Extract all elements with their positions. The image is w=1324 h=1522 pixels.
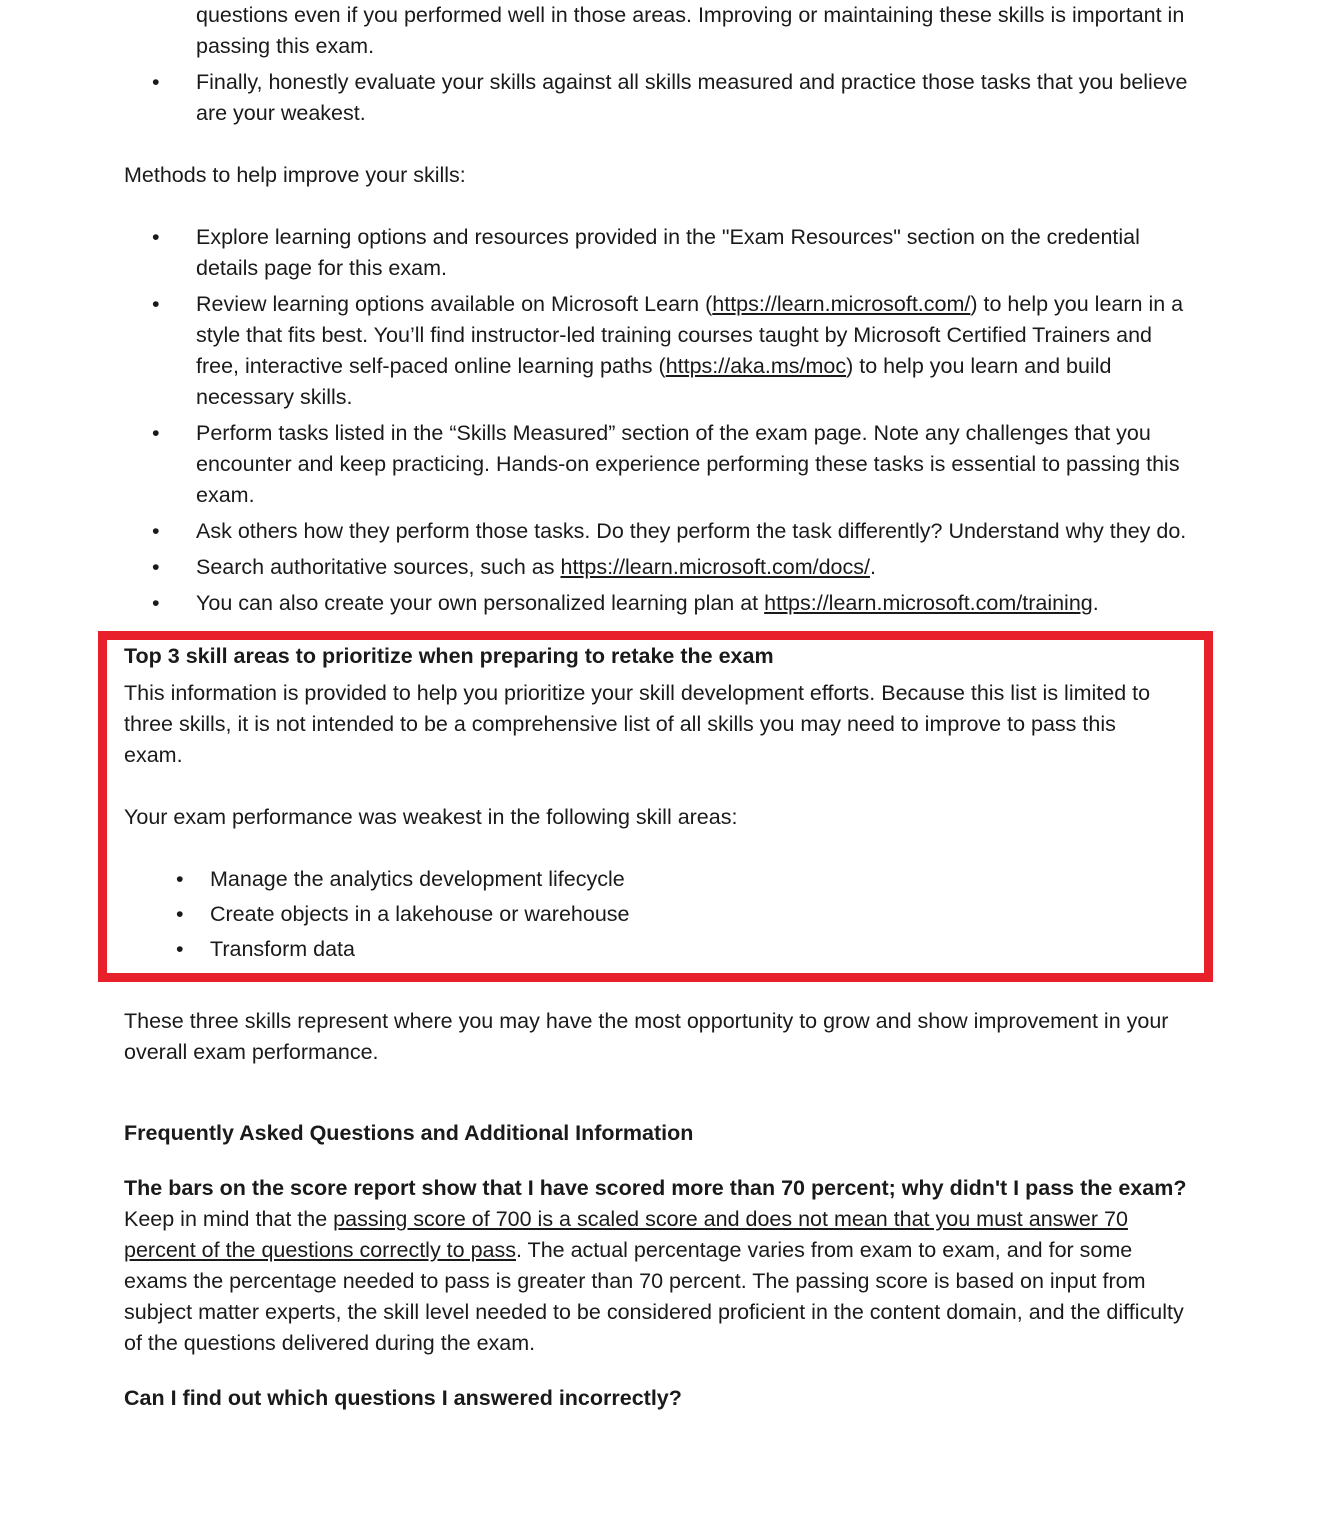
search-text-pre: Search authoritative sources, such as <box>196 555 561 579</box>
faq-question-passing-score: The bars on the score report show that I have scored more than 70 percent; why didn't I pass the exam? <box>124 1176 1187 1200</box>
learn-docs-link[interactable]: https://learn.microsoft.com/docs/ <box>560 555 870 579</box>
list-item-plan <box>196 588 1200 619</box>
aka-ms-moc-link[interactable]: https://aka.ms/moc <box>665 354 847 378</box>
weakest-skills-list <box>124 864 1180 965</box>
review-text-post: ) to help you learn and build necessary skills. <box>196 354 1112 409</box>
top3-box-title: Top 3 skill areas to prioritize when preparing to retake the exam <box>124 644 774 668</box>
skill-item-1: • Manage the analytics development lifecycle <box>210 864 1180 895</box>
answer-text-pre: Keep in mind that the <box>124 1207 334 1231</box>
methods-list <box>124 222 1200 619</box>
list-item-search <box>196 552 1200 583</box>
list-item-explore: • Explore learning options and resources provided in the "Exam Resources" section on the credential details page for this exam. <box>196 222 1200 284</box>
search-text-post: . <box>869 555 876 579</box>
answer-text-underlined: passing score of 700 is a scaled score and does not mean that you must answer 70 percent of the questions correctly to pass <box>124 1207 1128 1262</box>
weakest-areas-intro: Your exam performance was weakest in the following skill areas: <box>124 805 738 829</box>
methods-intro-paragraph: Methods to help improve your skills: <box>124 163 466 187</box>
list-item-continuation: questions even if you performed well in those areas. Improving or maintaining these skills is important in passing this exam. <box>196 3 1185 58</box>
answer-text-post: . The actual percentage varies from exam to exam, and for some exams the percentage needed to pass is greater than 70 percent. The passing score is based on input from subject matter experts, the skill level needed to be considered proficient in the content domain, and the difficulty of the questions delivered during the exam. <box>124 1238 1184 1355</box>
plan-text-post: . <box>1092 591 1099 615</box>
learn-microsoft-link[interactable]: https://learn.microsoft.com/ <box>712 292 971 316</box>
skill-advice-list <box>124 0 1200 129</box>
faq-section-heading: Frequently Asked Questions and Additional Information <box>124 1121 694 1145</box>
learn-training-link[interactable]: https://learn.microsoft.com/training <box>764 591 1093 615</box>
faq-question-incorrect-answers: Can I find out which questions I answered incorrectly? <box>124 1386 682 1410</box>
review-text-pre: Review learning options available on Microsoft Learn ( <box>196 292 713 316</box>
top3-skills-box <box>98 631 1213 982</box>
skill-item-2: • Create objects in a lakehouse or warehouse <box>210 899 1180 930</box>
list-item-ask: • Ask others how they perform those tasks. Do they perform the task differently? Understand why they do. <box>196 516 1200 547</box>
list-item-finally: • Finally, honestly evaluate your skills against all skills measured and practice those tasks that you believe are your weakest. <box>196 67 1200 129</box>
list-item-perform: • Perform tasks listed in the “Skills Measured” section of the exam page. Note any challenges that you encounter and keep practicing. Hands-on experience performing these tasks is essential to passing this exam. <box>196 418 1200 511</box>
post-box-paragraph: These three skills represent where you may have the most opportunity to grow and show improvement in your overall exam performance. <box>124 1009 1169 1064</box>
faq-answer-passing-score <box>124 1204 1200 1359</box>
review-text-mid: ) to help you learn in a style that fits best. You’ll find instructor-led training courses taught by Microsoft Certified Trainers and free, interactive self-paced online learning paths ( <box>196 292 1184 378</box>
skill-item-3: • Transform data <box>210 934 1180 965</box>
top3-box-intro: This information is provided to help you prioritize your skill development efforts. Because this list is limited to three skills, it is not intended to be a comprehensive list of all skills you may need to improve to pass this exam. <box>124 681 1151 767</box>
list-item-review <box>196 289 1200 413</box>
plan-text-pre: You can also create your own personalized learning plan at <box>196 591 765 615</box>
